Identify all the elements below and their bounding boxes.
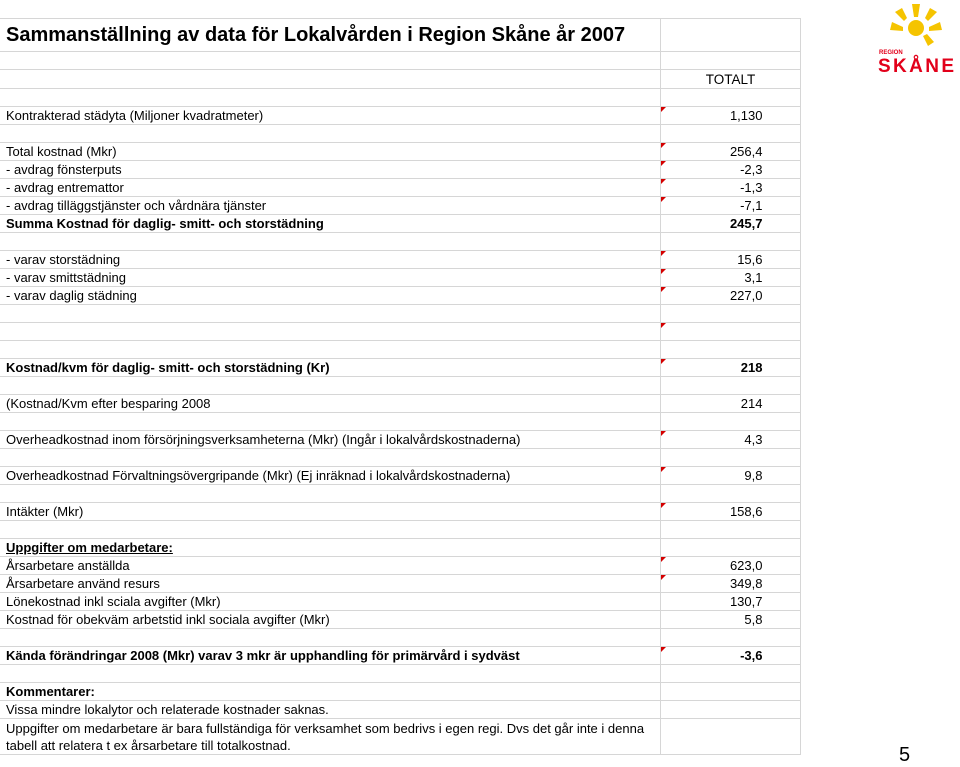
table-row — [0, 215, 801, 233]
row-label: - varav daglig städning — [0, 287, 661, 304]
row-value: -7,1 — [740, 198, 763, 213]
table-row — [0, 251, 801, 269]
row-label: Kostnad för obekväm arbetstid inkl sociala avgifter (Mkr) — [0, 611, 661, 628]
comments-heading: Kommentarer: — [0, 683, 661, 700]
table-row — [0, 575, 801, 593]
row-value: -1,3 — [740, 180, 763, 195]
section-heading: Uppgifter om medarbetare: — [0, 539, 661, 556]
table-row — [0, 269, 801, 287]
section-header-row — [0, 683, 801, 701]
table-row — [0, 611, 801, 629]
comment-marker-icon[interactable] — [661, 503, 666, 508]
comment-marker-icon[interactable] — [661, 323, 666, 328]
table-row — [0, 503, 801, 521]
table-row — [0, 143, 801, 161]
comment-marker-icon[interactable] — [661, 575, 666, 580]
page-title: Sammanställning av data för Lokalvården i Region Skåne år 2007 — [0, 19, 661, 51]
table-row — [0, 431, 801, 449]
row-value: 349,8 — [729, 576, 763, 591]
row-value: 256,4 — [729, 144, 763, 159]
comment-marker-icon[interactable] — [661, 251, 666, 256]
comment-marker-icon[interactable] — [661, 467, 666, 472]
row-label: (Kostnad/Kvm efter besparing 2008 — [0, 395, 661, 412]
row-value: 5,8 — [744, 612, 763, 627]
row-label: - avdrag fönsterputs — [0, 161, 661, 178]
comment-text: Uppgifter om medarbetare är bara fullständiga för verksamhet som bedrivs i egen regi. Dvs det går inte i denna tabell att relatera t ex årsarbetare till totalkostnad. — [0, 719, 661, 754]
row-value: -2,3 — [740, 162, 763, 177]
row-value: 214 — [740, 396, 763, 411]
comment-marker-icon[interactable] — [661, 269, 666, 274]
comment-marker-icon[interactable] — [661, 161, 666, 166]
row-label: Kontrakterad städyta (Miljoner kvadratmeter) — [0, 107, 661, 124]
row-value: 130,7 — [729, 594, 763, 609]
comment-marker-icon[interactable] — [661, 197, 666, 202]
svg-text:REGION: REGION — [879, 50, 903, 56]
row-label: Årsarbetare använd resurs — [0, 575, 661, 592]
table-row — [0, 557, 801, 575]
row-value: 623,0 — [729, 558, 763, 573]
row-label: Kostnad/kvm för daglig- smitt- och storstädning (Kr) — [0, 359, 661, 376]
section-header-row — [0, 539, 801, 557]
spreadsheet — [0, 18, 801, 755]
page-number: 5 — [899, 744, 911, 766]
svg-text:SKÅNE: SKÅNE — [878, 56, 954, 74]
row-label: Overheadkostnad inom försörjningsverksamheterna (Mkr) (Ingår i lokalvårdskostnaderna) — [0, 431, 661, 448]
row-value: 9,8 — [744, 468, 763, 483]
comment-marker-icon[interactable] — [661, 647, 666, 652]
comment-marker-icon[interactable] — [661, 287, 666, 292]
row-value: 15,6 — [737, 252, 763, 267]
row-label: Årsarbetare anställda — [0, 557, 661, 574]
row-value: 158,6 — [729, 504, 763, 519]
table-row — [0, 161, 801, 179]
row-label: Summa Kostnad för daglig- smitt- och storstädning — [0, 215, 661, 232]
row-value: 4,3 — [744, 432, 763, 447]
comment-text: Vissa mindre lokalytor och relaterade kostnader saknas. — [0, 701, 661, 718]
row-label: Intäkter (Mkr) — [0, 503, 661, 520]
table-row — [0, 395, 801, 413]
row-label: Kända förändringar 2008 (Mkr) varav 3 mkr är upphandling för primärvård i sydväst — [0, 647, 661, 664]
table-row — [0, 179, 801, 197]
comment-marker-icon[interactable] — [661, 557, 666, 562]
comment-marker-icon[interactable] — [661, 431, 666, 436]
row-label: Total kostnad (Mkr) — [0, 143, 661, 160]
comment-marker-icon[interactable] — [661, 179, 666, 184]
row-value: 3,1 — [744, 270, 763, 285]
row-label: - varav storstädning — [0, 251, 661, 268]
table-row — [0, 287, 801, 305]
comment-row — [0, 719, 801, 755]
row-label: - avdrag entremattor — [0, 179, 661, 196]
comment-marker-icon[interactable] — [661, 143, 666, 148]
row-value: 245,7 — [729, 216, 763, 231]
table-row — [0, 359, 801, 377]
title-row — [0, 18, 801, 52]
sun-logo-icon — [876, 2, 956, 74]
row-value: 1,130 — [729, 108, 763, 123]
comment-marker-icon[interactable] — [661, 107, 666, 112]
row-value: -3,6 — [740, 648, 763, 663]
table-row — [0, 467, 801, 485]
comment-row — [0, 701, 801, 719]
row-label: Lönekostnad inkl sciala avgifter (Mkr) — [0, 593, 661, 610]
comment-marker-icon[interactable] — [661, 359, 666, 364]
table-row — [0, 107, 801, 125]
row-label: Overheadkostnad Förvaltningsövergripande (Mkr) (Ej inräknad i lokalvårdskostnaderna) — [0, 467, 661, 484]
table-row — [0, 593, 801, 611]
row-label: - avdrag tilläggstjänster och vårdnära tjänster — [0, 197, 661, 214]
row-value: 227,0 — [729, 288, 763, 303]
header-row — [0, 70, 801, 89]
table-row — [0, 197, 801, 215]
region-skane-logo — [876, 2, 956, 74]
table-row — [0, 647, 801, 665]
total-header: TOTALT — [705, 71, 756, 87]
row-label: - varav smittstädning — [0, 269, 661, 286]
row-value: 218 — [740, 360, 763, 375]
